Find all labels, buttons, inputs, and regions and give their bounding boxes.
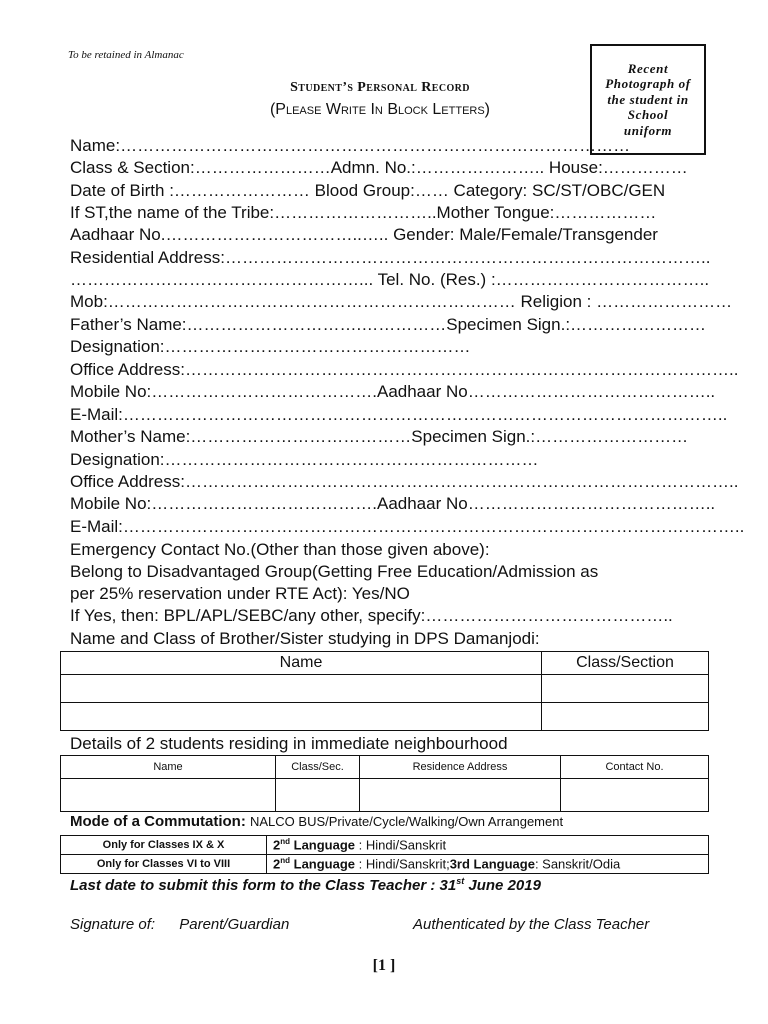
retain-note: To be retained in Almanac <box>68 49 184 61</box>
deadline-text: Last date to submit this form to the Class Teacher : 31 <box>70 877 457 894</box>
field-mother-office[interactable]: Office Address:…………………………………………………………………………………….. <box>70 472 739 491</box>
siblings-header-name: Name <box>61 652 542 675</box>
neighbourhood-table <box>60 755 709 812</box>
field-dob-blood-category[interactable]: Date of Birth :…………………… Blood Group:…… Category: SC/ST/OBC/GEN <box>70 181 666 200</box>
nb-header-class: Class/Sec. <box>276 756 360 779</box>
lang-l2-value: : Hindi/Sanskrit <box>355 837 447 853</box>
lang-l3-value: : Sanskrit/Odia <box>534 856 621 872</box>
field-tribe-mother-tongue[interactable]: If ST,the name of the Tribe:………………………..Mother Tongue:……………… <box>70 203 657 222</box>
neighbourhood-caption: Details of 2 students residing in immediate neighbourhood <box>70 734 508 753</box>
language-table <box>60 835 709 874</box>
deadline-note <box>70 876 541 894</box>
field-mother-designation[interactable]: Designation:………………………………………………………… <box>70 450 539 469</box>
field-rte-yes-no[interactable]: per 25% reservation under RTE Act): Yes/NO <box>70 584 410 603</box>
field-category-specify[interactable]: If Yes, then: BPL/APL/SEBC/any other, specify:…………………………………….. <box>70 606 673 625</box>
nb-name-cell[interactable] <box>61 779 276 812</box>
table-row <box>61 836 709 855</box>
field-mob-religion[interactable]: Mob:……………………………………………………………… Religion : …………………… <box>70 292 733 311</box>
field-mother-email[interactable]: E-Mail:……………………………………………………………………………………………….. <box>70 517 745 536</box>
lang-l2-value: : Hindi/Sanskrit; <box>355 856 450 872</box>
commutation-options[interactable]: NALCO BUS/Private/Cycle/Walking/Own Arrangement <box>250 814 564 829</box>
field-father-name[interactable]: Father’s Name:………………………….……………Specimen Sign.:…………………… <box>70 315 707 334</box>
lang-classes: Only for Classes IX & X <box>61 836 267 855</box>
field-father-email[interactable]: E-Mail:…………………………………………………………………………………………….. <box>70 405 728 424</box>
lang-l2-ord: 2 <box>273 837 281 853</box>
field-mother-mobile-aadhaar[interactable]: Mobile No:………………………………….Aadhaar No…………………………………….. <box>70 494 716 513</box>
field-name[interactable]: Name:……………………………………………………………………………… <box>70 136 631 155</box>
field-father-office[interactable]: Office Address:…………………………………………………………………………………….. <box>70 360 739 379</box>
nb-header-address: Residence Address <box>360 756 561 779</box>
signature-parent-label: Parent/Guardian <box>179 916 290 933</box>
field-father-designation[interactable]: Designation:……………………………………………… <box>70 337 471 356</box>
nb-header-contact: Contact No. <box>561 756 709 779</box>
table-row <box>61 779 709 812</box>
page-number: [1 ] <box>372 957 396 974</box>
lang-options[interactable] <box>267 836 709 855</box>
field-aadhaar-gender[interactable]: Aadhaar No.……………………………..….. Gender: Male/Female/Transgender <box>70 225 658 244</box>
commutation-label: Mode of a Commutation: <box>70 813 246 830</box>
siblings-caption: Name and Class of Brother/Sister studying in DPS Damanjodi: <box>70 629 540 648</box>
lang-l2-sup: nd <box>280 856 291 866</box>
commutation-line <box>70 813 563 830</box>
sibling-class-cell[interactable] <box>542 675 709 703</box>
lang-l2-label: Language <box>290 856 356 872</box>
signature-teacher: Authenticated by the Class Teacher <box>413 916 650 933</box>
table-row <box>61 675 709 703</box>
sibling-name-cell[interactable] <box>61 703 542 731</box>
table-row <box>61 855 709 874</box>
nb-header-name: Name <box>61 756 276 779</box>
signature-parent <box>70 916 289 933</box>
lang-options[interactable] <box>267 855 709 874</box>
lang-classes: Only for Classes VI to VIII <box>61 855 267 874</box>
nb-address-cell[interactable] <box>360 779 561 812</box>
field-father-mobile-aadhaar[interactable]: Mobile No:………………………………….Aadhaar No…………………………………….. <box>70 382 716 401</box>
form-title: Student’s Personal Record <box>290 80 470 95</box>
field-mother-name[interactable]: Mother’s Name:…………………………………Specimen Sign.:……………………… <box>70 427 689 446</box>
photo-label: Recent Photograph of the student in School uniform <box>605 60 691 138</box>
lang-l2-ord: 2 <box>273 856 281 872</box>
sibling-class-cell[interactable] <box>542 703 709 731</box>
field-emergency-contact[interactable]: Emergency Contact No.(Other than those given above): <box>70 540 490 559</box>
signature-label: Signature of: <box>70 916 156 933</box>
siblings-table <box>60 651 709 731</box>
table-row <box>61 703 709 731</box>
nb-contact-cell[interactable] <box>561 779 709 812</box>
lang-l2-sup: nd <box>280 837 291 847</box>
form-subtitle: (Please Write In Block Letters) <box>269 101 491 118</box>
sibling-name-cell[interactable] <box>61 675 542 703</box>
lang-l2-label: Language <box>290 837 356 853</box>
nb-class-cell[interactable] <box>276 779 360 812</box>
field-address-tel[interactable]: ……………………………………………... Tel. No. (Res.) :……………………………….. <box>70 270 710 289</box>
deadline-sup: st <box>456 876 465 886</box>
siblings-header-class: Class/Section <box>542 652 709 675</box>
field-disadvantaged-group: Belong to Disadvantaged Group(Getting Free Education/Admission as <box>70 562 599 581</box>
lang-l3-label: 3rd Language <box>449 856 535 872</box>
field-class-admn-house[interactable]: Class & Section:……………………Admn. No.:………………….. House:…………… <box>70 158 688 177</box>
field-residential-address[interactable]: Residential Address:………………………………………………………………………….. <box>70 248 711 267</box>
deadline-tail: June 2019 <box>464 877 541 894</box>
